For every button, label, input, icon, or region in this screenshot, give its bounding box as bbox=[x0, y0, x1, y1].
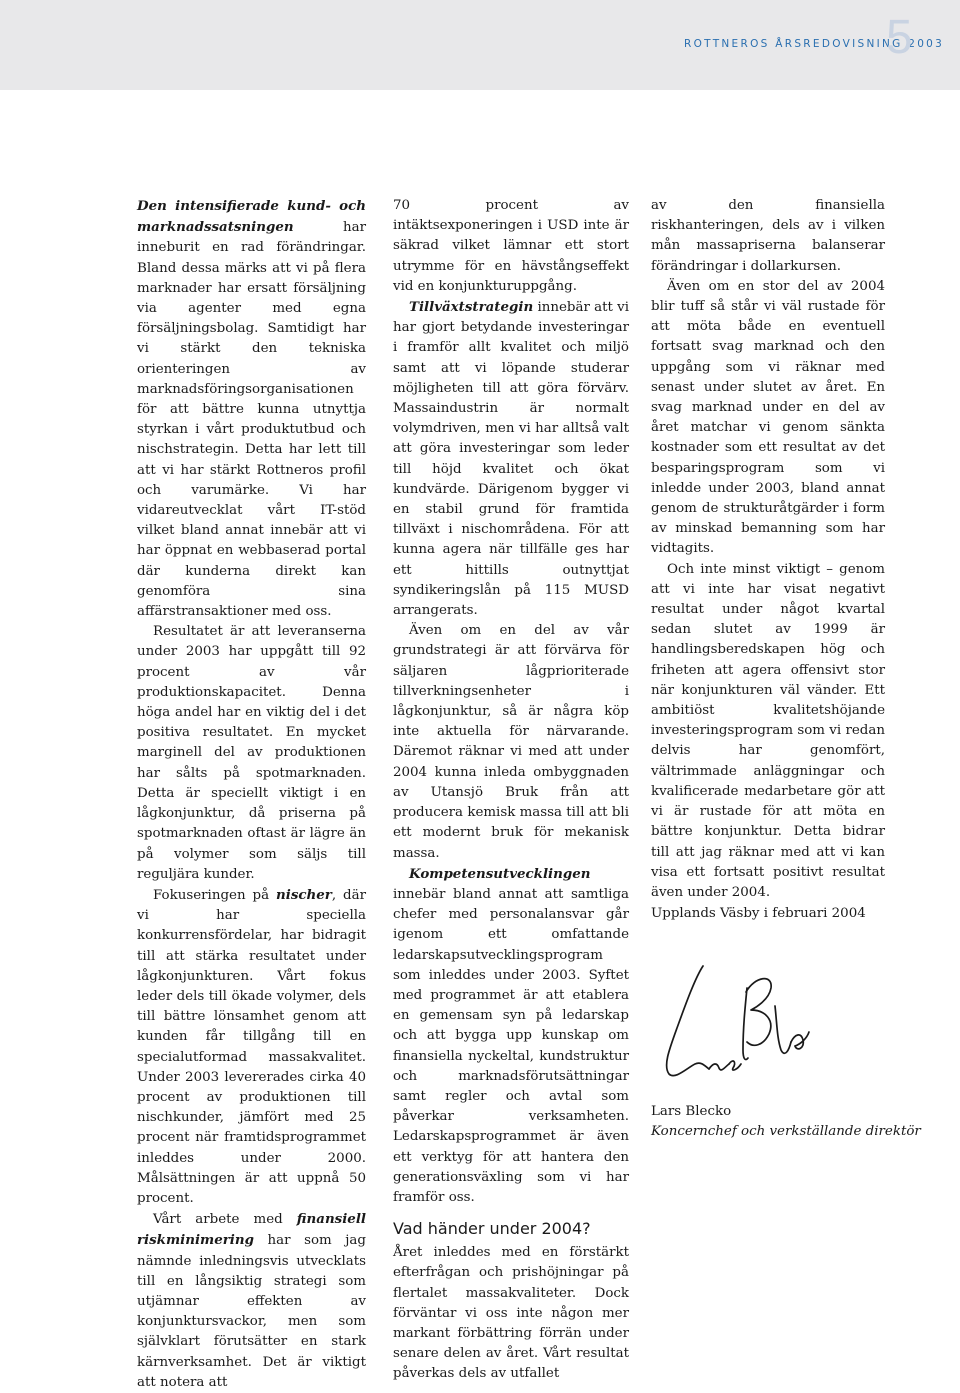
paragraph: Även om en del av vår grundstrategi är att förvärva för säljaren lågprioriterade tillverkningsenheter i lågkonjunktur, så är några köp inte aktuella för närvarande. Däremot räknar vi med att under 2004 kunna inleda ombyggnaden av Utansjö Bruk från att producera kemisk massa till att bli ett modernt bruk för mekanisk massa. bbox=[393, 623, 629, 861]
signer-name: Lars Blecko bbox=[651, 1104, 732, 1119]
paragraph-text: Vårt arbete med bbox=[153, 1212, 297, 1228]
paragraph: av den finansiella riskhanteringen, dels av i vilken mån massapriserna balanserar förändringar i dollarkursen. bbox=[651, 198, 885, 274]
section-heading: Vad händer under 2004? bbox=[393, 1219, 591, 1239]
signer-title: Koncernchef och verkställande direktör bbox=[651, 1124, 921, 1139]
lead-phrase: Den intensifierade kund- och marknadssatsningen bbox=[137, 198, 366, 236]
paragraph-text: innebär bland annat att samtliga chefer med personalansvar går igenom ett omfattande ledarskapsutvecklingsprogram som inleddes under 2003. Syftet med programmet är att etablera en gemensam syn på ledarskap och att bygga upp kunskap om finansiella nyckeltal, kundstruktur och marknadsförutsättningar samt regler och avtal som påverkar verksamheten. Ledarskapsprogrammet är även ett verktyg för att hantera den generationsväxling som vi har framför oss. bbox=[393, 886, 629, 1205]
paragraph bbox=[137, 196, 366, 622]
signature bbox=[651, 958, 811, 1088]
paragraph: Även om en stor del av 2004 blir tuff så står vi väl rustade för att möta både en eventuell fortsatt svag marknad och den uppgång som vi räknar med senast under slutet av året. En svag marknad under en del av året matchar vi genom sänkta kostnader som ett resultat av det besparingsprogram som vi inledde under 2003, bland annat genom de strukturåtgärder i form av minskad bemanning som har vidtagits. bbox=[651, 278, 885, 557]
lead-phrase: finansiell riskminimering bbox=[137, 1211, 366, 1249]
column-3 bbox=[651, 196, 885, 903]
paragraph: 70 procent av intäktsexponeringen i USD inte är säkrad vilket lämnar ett stort utrymme för en hävstångseffekt vid en konjunkturuppgång. bbox=[393, 198, 629, 294]
page-header bbox=[0, 0, 960, 90]
lead-phrase: Kompetensutvecklingen bbox=[409, 865, 591, 882]
lead-phrase: nischer bbox=[276, 886, 332, 903]
paragraph bbox=[137, 1209, 366, 1393]
paragraph-text: har som jag nämnde inledningsvis utvecklats till en långsiktig strategi som utjämnar effekten av konjunktursvackor, men som självklart förutsätter en stark kärnverksamhet. Det är viktigt att notera att bbox=[137, 1233, 366, 1390]
paragraph bbox=[137, 885, 366, 1209]
report-title: ROTTNEROS ÅRSREDOVISNING 2003 bbox=[684, 38, 945, 50]
column-1 bbox=[137, 196, 366, 1393]
paragraph-text: , där vi har speciella konkurrensfördelar, har bidragit till att stärka resultatet under lågkonjunkturen. Vårt fokus leder dels till ökade volymer, dels till bättre lönsamhet genom att kunden får tillgång till en specialutformad massakvalitet. Under 2003 levererades cirka 40 procent av produktionen till nischkunder, jämfört med 25 procent när framtidsprogrammet inleddes under 2000. Målsättningen är att uppnå 50 procent. bbox=[137, 887, 366, 1206]
paragraph bbox=[393, 297, 629, 621]
paragraph: Året inleddes med en förstärkt efterfrågan och prishöjningar på flertalet massakvaliteter. Dock förväntar vi oss inte någon mer markant förbättring förrän under senare delen av året. Vårt resultat påverkas dels av utfallet bbox=[393, 1245, 629, 1382]
place-date: Upplands Väsby i februari 2004 bbox=[651, 906, 866, 921]
paragraph: Resultatet är att leveranserna under 2003 har uppgått till 92 procent av vår produktionskapacitet. Denna höga andel har en viktig del i det positiva resultatet. En mycket marginell del av produktionen har sålts på spotmarknaden. Detta är speciellt viktigt i en lågkonjunktur, då priserna på spotmarknaden oftast är lägre än på volymer som säljs till reguljära kunder. bbox=[137, 624, 366, 882]
paragraph: Och inte minst viktigt – genom att vi inte har visat negativt resultat under något kvartal sedan slutet av 1999 är handlingsberedskapen hög och friheten att agera offensivt stor när konjunkturen väl vänder. Ett ambitiöst kvalitetshöjande investeringsprogram som vi redan delvis har genomfört, vältrimmade anläggningar och kvalificerade medarbetare gör att vi är rustade för att möta en bättre konjunktur. Detta bidrar till att jag räknar med att vi kan visa ett fortsatt positivt resultat även under 2004. bbox=[651, 561, 885, 900]
paragraph-text: innebär att vi har gjort betydande investeringar i framför allt kvalitet och miljö samt att vi löpande studerar möjligheten till att göra förvärv. Massaindustrin är normalt volymdriven, men vi har alltså valt att göra investeringar som leder till höjd kvalitet och ökat kundvärde. Därigenom bygger vi en stabil grund för framtida tillväxt i nischområdena. För att kunna agera när tillfälle ges har ett hittills outnyttjat syndikeringslån på 115 MUSD arrangerats. bbox=[393, 300, 629, 619]
paragraph bbox=[393, 864, 629, 1208]
column-2 bbox=[393, 196, 629, 1385]
paragraph-text: har inneburit en rad förändringar. Bland dessa märks att vi på flera marknader har ersatt försäljning via agenter med egna försäljningsbolag. Samtidigt har vi stärkt den tekniska orienteringen av marknadsföringsorganisationen för att bättre kunna utnyttja styrkan i vårt produktutbud och nischstrategin. Detta har lett till att vi har stärkt Rottneros profil och varumärke. Vi har vidareutvecklat vårt IT-stöd vilket bland annat innebär att vi har öppnat en webbaserad portal där kunderna direkt kan genomföra sina affärstransaktioner med oss. bbox=[137, 220, 366, 620]
paragraph-text: Fokuseringen på bbox=[153, 887, 277, 903]
lead-phrase: Tillväxtstrategin bbox=[409, 299, 534, 316]
page-number: 5 bbox=[886, 11, 913, 64]
